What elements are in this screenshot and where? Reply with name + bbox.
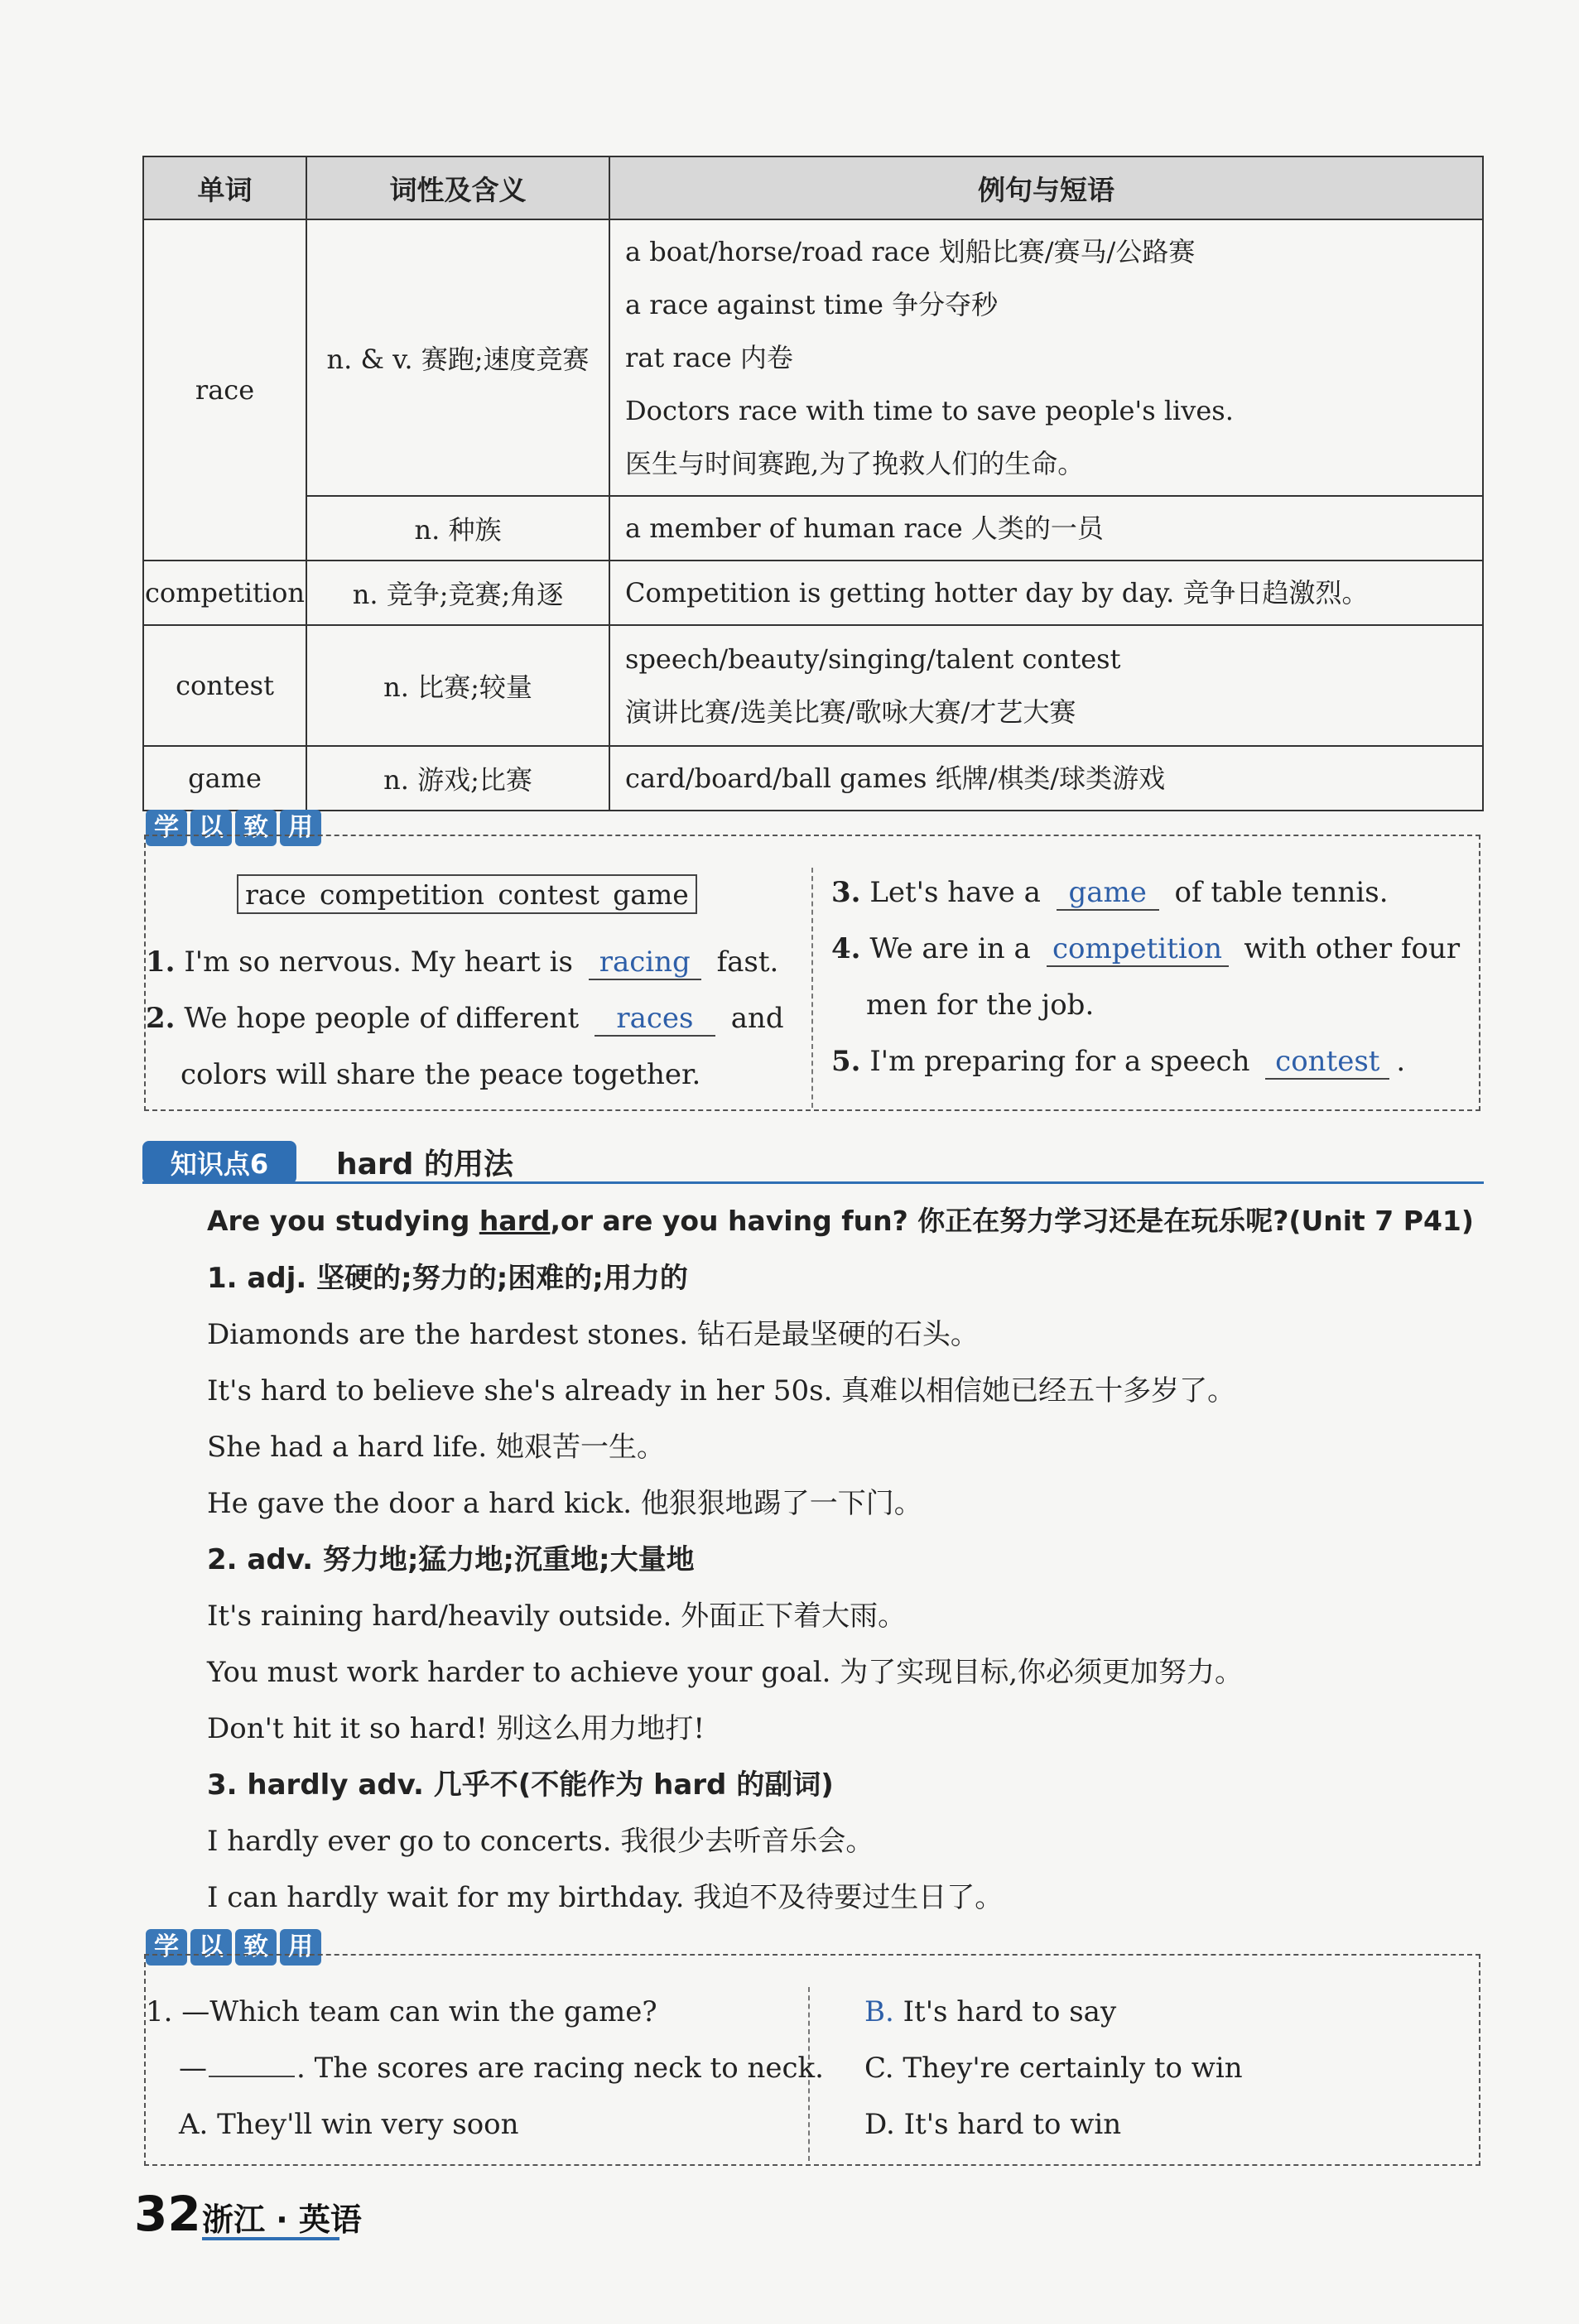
- question-2-cont: colors will share the peace together.: [181, 1058, 701, 1091]
- example-sentence: Don't hit it so hard! 别这么用力地打!: [207, 1712, 705, 1745]
- pos-competition: n. 竞争;竞赛;角逐: [306, 561, 609, 625]
- option-b[interactable]: B. It's hard to say: [864, 1995, 1117, 2028]
- word-race: race: [143, 219, 306, 561]
- vocab-table: [142, 156, 1484, 811]
- example-line: Competition is getting hotter day by day. 竞争日趋激烈。: [609, 561, 1483, 625]
- answer-blank[interactable]: competition: [1047, 932, 1229, 967]
- practice-tag: 学 以 致 用: [146, 810, 321, 846]
- option-d[interactable]: D. It's hard to win: [864, 2108, 1122, 2141]
- knowledge-point-title: hard 的用法: [336, 1148, 513, 1181]
- table-row: [143, 746, 1483, 811]
- word-contest: contest: [143, 625, 306, 746]
- examples-race-1: [609, 219, 1483, 496]
- example-line: speech/beauty/singing/talent contest: [625, 643, 1121, 675]
- table-row: [143, 561, 1483, 625]
- subject-label: 浙江 · 英语: [202, 2201, 362, 2238]
- example-sentence: It's raining hard/heavily outside. 外面正下着大雨。: [207, 1600, 907, 1633]
- pos-race-2: n. 种族: [306, 496, 609, 561]
- examples-contest: [609, 625, 1483, 746]
- pos-contest: n. 比赛;较量: [306, 625, 609, 746]
- example-sentence: You must work harder to achieve your goal. 为了实现目标,你必须更加努力。: [207, 1656, 1244, 1689]
- example-line: a boat/horse/road race 划船比赛/赛马/公路赛: [625, 236, 1196, 267]
- answer-blank[interactable]: [209, 2076, 295, 2077]
- question-2: 2. We hope people of different races and: [146, 1002, 784, 1035]
- question-5: 5. I'm preparing for a speech contest .: [831, 1045, 1406, 1078]
- question-1: 1. I'm so nervous. My heart is racing fast.: [146, 945, 779, 979]
- example-sentence: Diamonds are the hardest stones. 钻石是最坚硬的石头。: [207, 1318, 979, 1351]
- header-pos: 词性及含义: [306, 156, 609, 219]
- example-line: 医生与时间赛跑,为了挽救人们的生命。: [625, 448, 1085, 479]
- question-3: 3. Let's have a game of table tennis.: [831, 876, 1389, 909]
- source-sentence: Are you studying hard,or are you having fun? 你正在努力学习还是在玩乐呢?(Unit 7 P41): [207, 1205, 1474, 1237]
- example-line: Doctors race with time to save people's lives.: [625, 395, 1234, 426]
- answer-blank[interactable]: game: [1057, 876, 1159, 911]
- table-header-row: [143, 156, 1483, 219]
- practice-tag: 学 以 致 用: [146, 1929, 321, 1966]
- sense-2-heading: 2. adv. 努力地;猛力地;沉重地;大量地: [207, 1543, 695, 1576]
- pos-game: n. 游戏;比赛: [306, 746, 609, 811]
- header-examples: 例句与短语: [609, 156, 1483, 219]
- table-row: [143, 496, 1483, 561]
- knowledge-point-badge: 知识点6: [142, 1141, 296, 1184]
- example-line: rat race 内卷: [625, 342, 793, 373]
- answer-blank[interactable]: contest: [1265, 1045, 1389, 1080]
- word-bank: race competition contest game: [237, 874, 697, 914]
- mc-question-line-1: 1. —Which team can win the game?: [146, 1995, 657, 2028]
- page-number: 32: [134, 2186, 201, 2242]
- example-line: 演讲比赛/选美比赛/歌咏大赛/才艺大赛: [625, 696, 1076, 728]
- example-line: a member of human race 人类的一员: [609, 496, 1483, 561]
- option-a[interactable]: A. They'll win very soon: [179, 2108, 519, 2141]
- question-4: 4. We are in a competition with other four: [831, 932, 1461, 965]
- header-word: 单词: [143, 156, 306, 219]
- mc-question-line-2: — . The scores are racing neck to neck.: [179, 2052, 824, 2085]
- answer-blank[interactable]: races: [595, 1002, 715, 1037]
- option-c[interactable]: C. They're certainly to win: [864, 2052, 1243, 2085]
- pos-race-1: n. & v. 赛跑;速度竞赛: [306, 219, 609, 496]
- example-line: card/board/ball games 纸牌/棋类/球类游戏: [609, 746, 1483, 811]
- word-game: game: [143, 746, 306, 811]
- example-line: a race against time 争分夺秒: [625, 289, 999, 320]
- table-row: [143, 219, 1483, 496]
- example-sentence: He gave the door a hard kick. 他狠狠地踢了一下门。: [207, 1487, 922, 1520]
- sense-3-heading: 3. hardly adv. 几乎不(不能作为 hard 的副词): [207, 1768, 834, 1802]
- question-4-cont: men for the job.: [866, 989, 1095, 1022]
- example-sentence: I hardly ever go to concerts. 我很少去听音乐会。: [207, 1825, 874, 1858]
- example-sentence: It's hard to believe she's already in her 50s. 真难以相信她已经五十多岁了。: [207, 1374, 1236, 1407]
- example-sentence: I can hardly wait for my birthday. 我迫不及待要过生日了。: [207, 1881, 1004, 1914]
- example-sentence: She had a hard life. 她艰苦一生。: [207, 1431, 665, 1464]
- answer-blank[interactable]: racing: [589, 945, 701, 980]
- sense-1-heading: 1. adj. 坚硬的;努力的;困难的;用力的: [207, 1262, 688, 1295]
- table-row: [143, 625, 1483, 746]
- word-competition: competition: [143, 561, 306, 625]
